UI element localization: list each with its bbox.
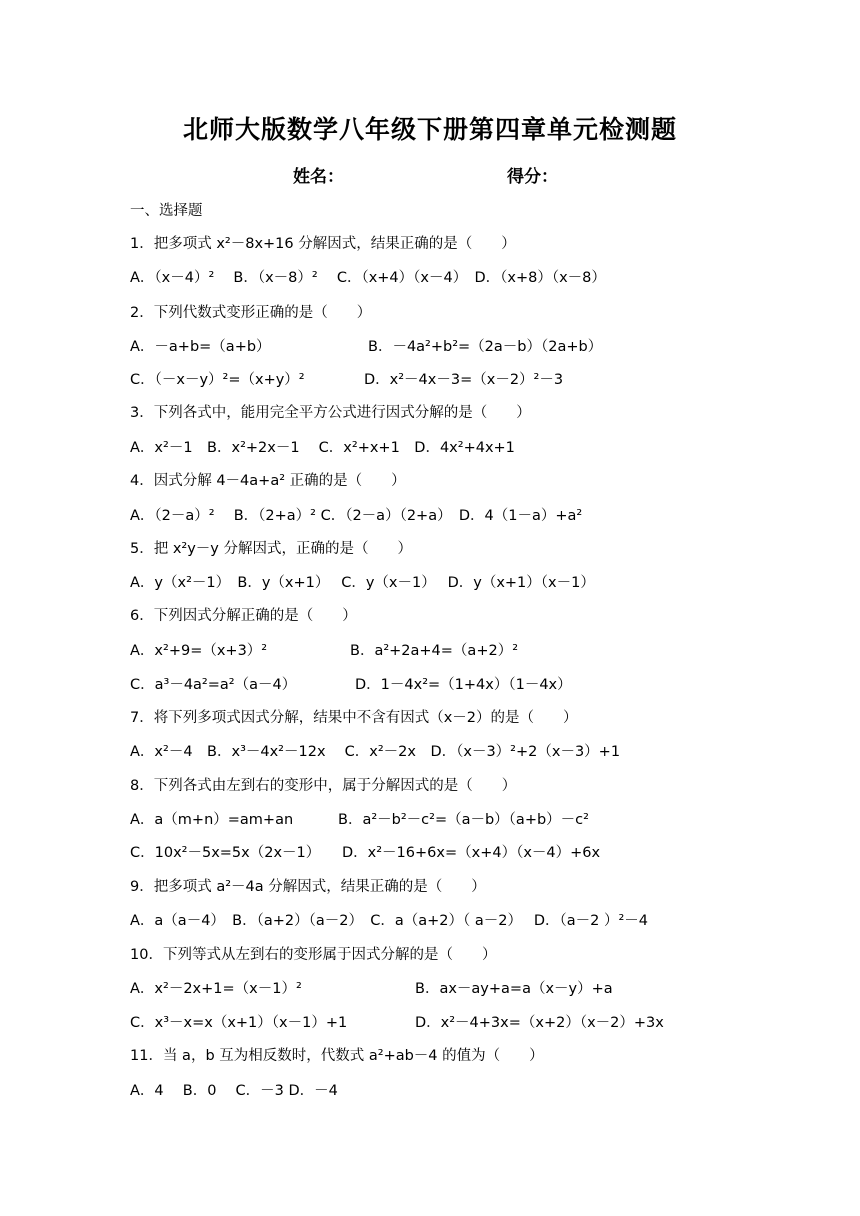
question-1: 1．把多项式 x²－8x+16 分解因式，结果正确的是（ ） [130, 236, 516, 252]
question-11: 11．当 a，b 互为相反数时，代数式 a²+ab－4 的值为（ ） [130, 1048, 544, 1064]
question-8-option-a: A．a（m+n）=am+an [130, 812, 294, 828]
question-5: 5．把 x²y－y 分解因式，正确的是（ ） [130, 541, 412, 557]
question-6-option-a: A．x²+9=（x+3）² [130, 643, 268, 659]
question-2: 2．下列代数式变形正确的是（ ） [130, 305, 372, 321]
question-1-options: A．（x－4）² B．（x－8）² C．（x+4）（x－4） D．（x+8）（x－8） [130, 270, 606, 286]
question-11-options: A．4 B．0 C．－3 D．－4 [130, 1083, 338, 1099]
question-6-option-d: D．1－4x²=（1+4x）（1－4x） [355, 677, 572, 693]
question-3-options: A．x²－1 B．x²+2x－1 C．x²+x+1 D．4x²+4x+1 [130, 440, 515, 456]
question-2-option-d: D．x²－4x－3=（x－2）²－3 [364, 372, 564, 388]
question-8-option-b: B．a²－b²－c²=（a－b）（a+b）－c² [338, 812, 589, 828]
question-3: 3．下列各式中，能用完全平方公式进行因式分解的是（ ） [130, 405, 531, 421]
question-6-options-row-2 [130, 675, 730, 695]
question-10-option-a: A．x²－2x+1=（x－1）² [130, 981, 302, 997]
question-8-options-row-1 [130, 810, 730, 830]
question-2-option-c: C．（－x－y）²=（x+y）² [130, 372, 305, 388]
question-10-option-b: B．ax－ay+a=a（x－y）+a [415, 981, 613, 997]
question-4: 4．因式分解 4－4a+a² 正确的是（ ） [130, 473, 406, 489]
question-4-options: A．（2－a）² B．（2+a）² C．（2－a）（2+a） D．4（1－a）+a² [130, 508, 583, 524]
score-label: 得分： [507, 167, 558, 187]
question-2-options-row-1 [130, 337, 730, 357]
question-10-options-row-2 [130, 1013, 730, 1033]
page-title: 北师大版数学八年级下册第四章单元检测题 [182, 115, 677, 144]
question-2-option-b: B．－4a²+b²=（2a－b）（2a+b） [368, 339, 603, 355]
question-6: 6．下列因式分解正确的是（ ） [130, 608, 357, 624]
question-8-options-row-2 [130, 843, 730, 863]
question-8-option-c: C．10x²－5x=5x（2x－1） [130, 845, 321, 861]
question-2-option-a: A．－a+b=（a+b） [130, 339, 271, 355]
question-6-option-b: B．a²+2a+4=（a+2）² [350, 643, 519, 659]
question-8-option-d: D．x²－16+6x=（x+4）（x－4）+6x [342, 845, 601, 861]
question-2-options-row-2 [130, 370, 730, 390]
question-10-option-d: D．x²－4+3x=（x+2）（x－2）+3x [415, 1015, 664, 1031]
name-label: 姓名： [293, 167, 344, 187]
section-heading: 一、选择题 [130, 203, 203, 219]
question-9-options: A．a（a－4） B．（a+2）（a－2） C．a（a+2）（ a－2） D．（a－2 ）²－4 [130, 913, 649, 929]
question-6-options-row-1 [130, 641, 730, 661]
question-9: 9．把多项式 a²－4a 分解因式，结果正确的是（ ） [130, 879, 486, 895]
question-10: 10．下列等式从左到右的变形属于因式分解的是（ ） [130, 947, 497, 963]
question-7: 7．将下列多项式因式分解，结果中不含有因式（x－2）的是（ ） [130, 710, 578, 726]
question-5-options: A．y（x²－1） B．y（x+1） C．y（x－1） D．y（x+1）（x－1） [130, 575, 595, 591]
question-10-option-c: C．x³－x=x（x+1）（x－1）+1 [130, 1015, 348, 1031]
question-7-options: A．x²－4 B．x³－4x²－12x C．x²－2x D．（x－3）²+2（x－3）+1 [130, 744, 621, 760]
question-8: 8．下列各式由左到右的变形中，属于分解因式的是（ ） [130, 778, 517, 794]
question-10-options-row-1 [130, 979, 730, 999]
question-6-option-c: C．a³－4a²=a²（a－4） [130, 677, 297, 693]
